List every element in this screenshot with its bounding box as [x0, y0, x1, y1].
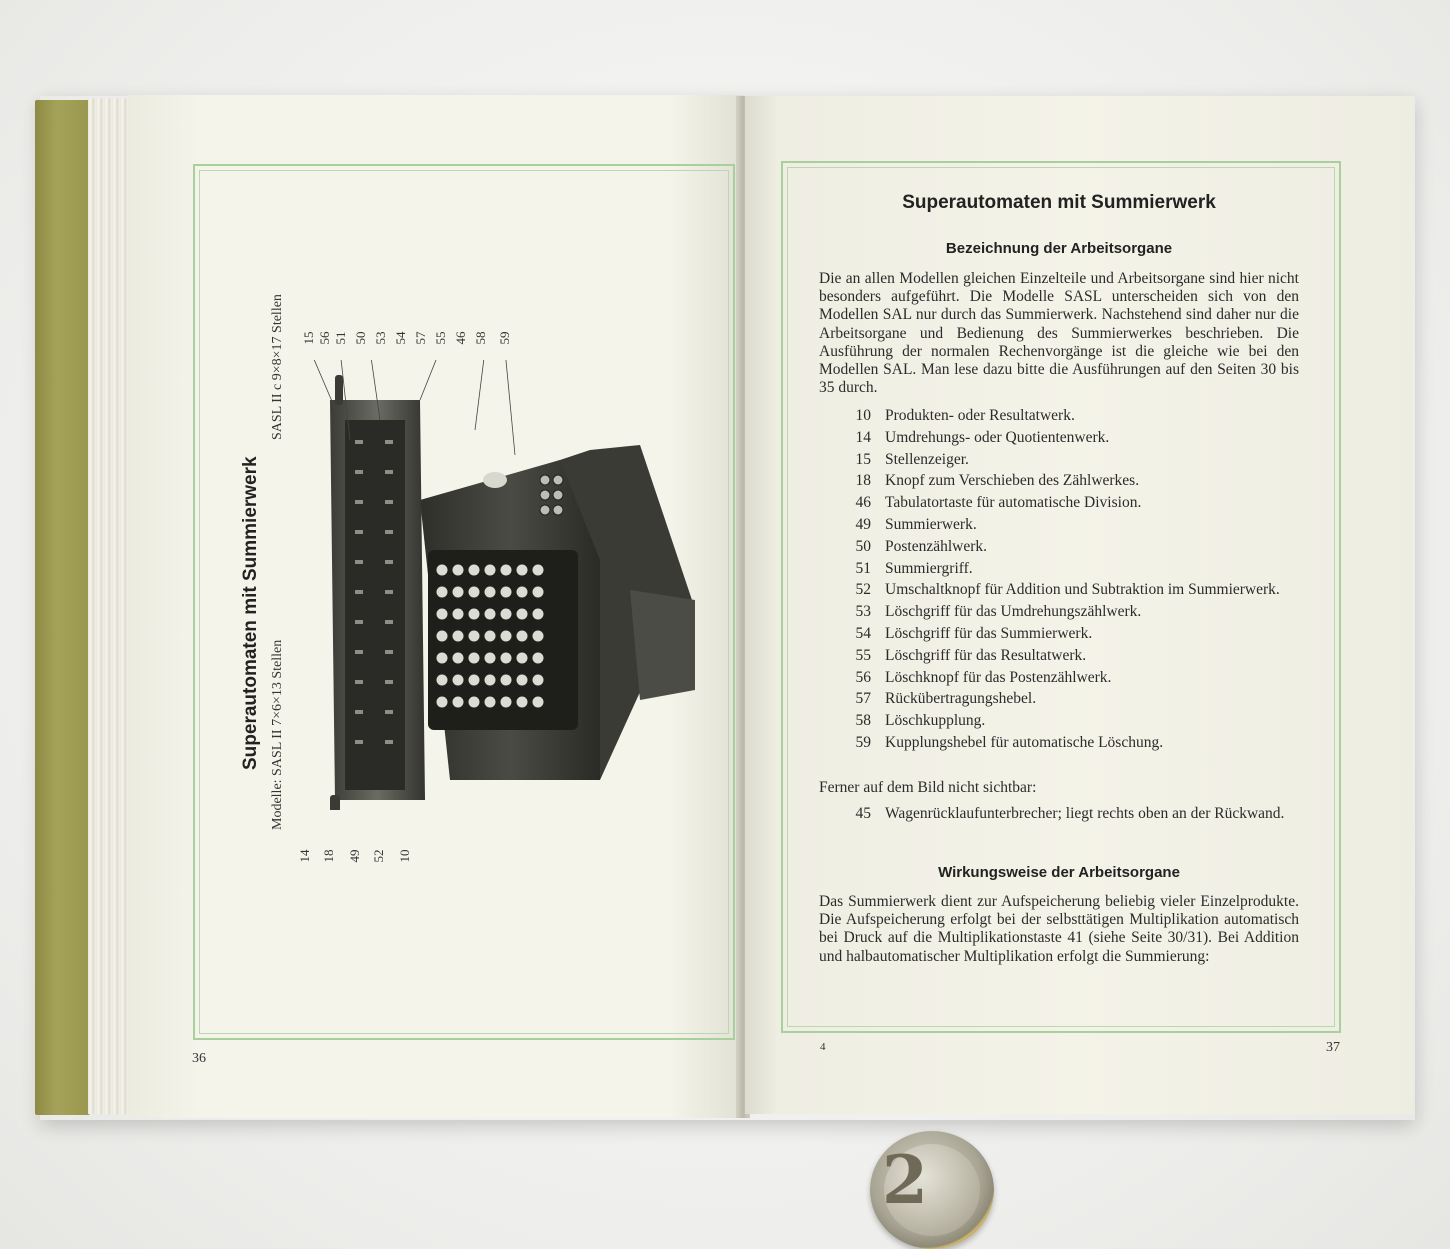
section-heading-1: Bezeichnung der Arbeitsorgane — [945, 240, 1173, 257]
callout-label: 56 — [317, 331, 332, 345]
list-item: 10 Produkten- oder Resultatwerk. — [855, 407, 1075, 424]
page-number-right: 37 — [1326, 1040, 1340, 1055]
two-euro-coin — [870, 1131, 994, 1249]
not-visible-list — [819, 803, 1299, 825]
section-heading-2: Wirkungsweise der Arbeitsorgane — [938, 864, 1180, 881]
coin-digit-icon: 2 — [882, 1141, 928, 1219]
callout-label: 18 — [321, 849, 336, 863]
callout-label: 52 — [371, 849, 386, 863]
calculator-machine-illustration — [300, 360, 700, 810]
not-visible-note-label: Ferner auf dem Bild nicht sichtbar: — [819, 779, 1037, 796]
list-item: 53 Löschgriff für das Umdrehungszählwerk. — [855, 603, 1142, 621]
list-item: 57 Rückübertragungshebel. — [855, 690, 1037, 708]
list-item: 18 Knopf zum Verschieben des Zählwerkes. — [855, 472, 1140, 490]
caption-title: Superautomaten mit Summierwerk — [240, 456, 261, 770]
signature-mark: 4 — [820, 1041, 826, 1053]
callout-label: 15 — [301, 331, 316, 345]
list-item: 56 Löschknopf für das Postenzählwerk. — [855, 668, 1112, 686]
callout-label: 49 — [347, 849, 362, 863]
caption-models: Modelle: SASL II 7×6×13 Stellen — [270, 639, 285, 830]
callout-label: 57 — [413, 331, 428, 345]
caption-models-second: SASL II c 9×8×17 Stellen — [270, 294, 285, 440]
list-item: 15 Stellenzeiger. — [855, 450, 969, 468]
callout-label: 53 — [373, 331, 388, 345]
parts-list — [819, 405, 1299, 754]
list-item: 55 Löschgriff für das Resultatwerk. — [855, 646, 1087, 664]
list-item: 54 Löschgriff für das Summierwerk. — [855, 624, 1093, 642]
list-item: 52 Umschaltknopf für Addition und Subtraktion im Summierwerk. — [855, 581, 1280, 599]
list-item: 45 Wagenrücklaufunterbrecher; liegt rechts oben an der Rückwand. — [855, 805, 1285, 822]
list-item: 51 Summiergriff. — [855, 559, 973, 577]
callout-label: 10 — [397, 849, 412, 863]
list-item: 49 Summierwerk. — [855, 515, 977, 533]
page-number-left: 36 — [192, 1051, 206, 1066]
callout-label: 46 — [453, 331, 468, 345]
intro-paragraph: Die an allen Modellen gleichen Einzelteile und Arbeitsorgane sind hier nicht besonders aufgeführt. Die Modelle SASL unterscheiden sich von den Modellen SAL nur durch das Summierwerk. Nachstehend sind daher nur die Arbeitsorgane und Bedienung des Summierwerkes beschrieben. Die Ausführung der normalen Rechenvorgänge ist die gleiche wie bei den Modellen SAL. Man lese dazu bitte die Ausführungen auf den Seiten 30 bis 35 durch. — [819, 270, 1299, 397]
callout-label: 55 — [433, 331, 448, 345]
callout-label: 58 — [473, 331, 488, 345]
callout-label: 51 — [333, 331, 348, 345]
page-title: Superautomaten mit Summierwerk — [902, 192, 1216, 213]
list-item: 14 Umdrehungs- oder Quotientenwerk. — [855, 428, 1110, 446]
list-item: 59 Kupplungshebel für automatische Löschung. — [855, 733, 1164, 751]
section2-paragraph: Das Summierwerk dient zur Aufspeicherung beliebig vieler Einzelprodukte. Die Aufspeicherung erfolgt bei der selbsttätigen Multiplikation automatisch bei Druck auf die Multiplikationstaste 41 (siehe Seite 30/31). Bei Addition und halbautomatischer Multiplikation erfolgt die Summierung: — [819, 893, 1299, 965]
callout-label: 59 — [497, 331, 512, 345]
callout-label: 50 — [353, 331, 368, 345]
list-item: 50 Postenzählwerk. — [855, 537, 988, 555]
callout-label: 54 — [393, 331, 408, 345]
book-cover-edge — [35, 100, 90, 1115]
list-item: 58 Löschkupplung. — [855, 712, 986, 730]
callout-label: 14 — [297, 849, 312, 863]
list-item: 46 Tabulatortaste für automatische Division. — [855, 494, 1142, 512]
